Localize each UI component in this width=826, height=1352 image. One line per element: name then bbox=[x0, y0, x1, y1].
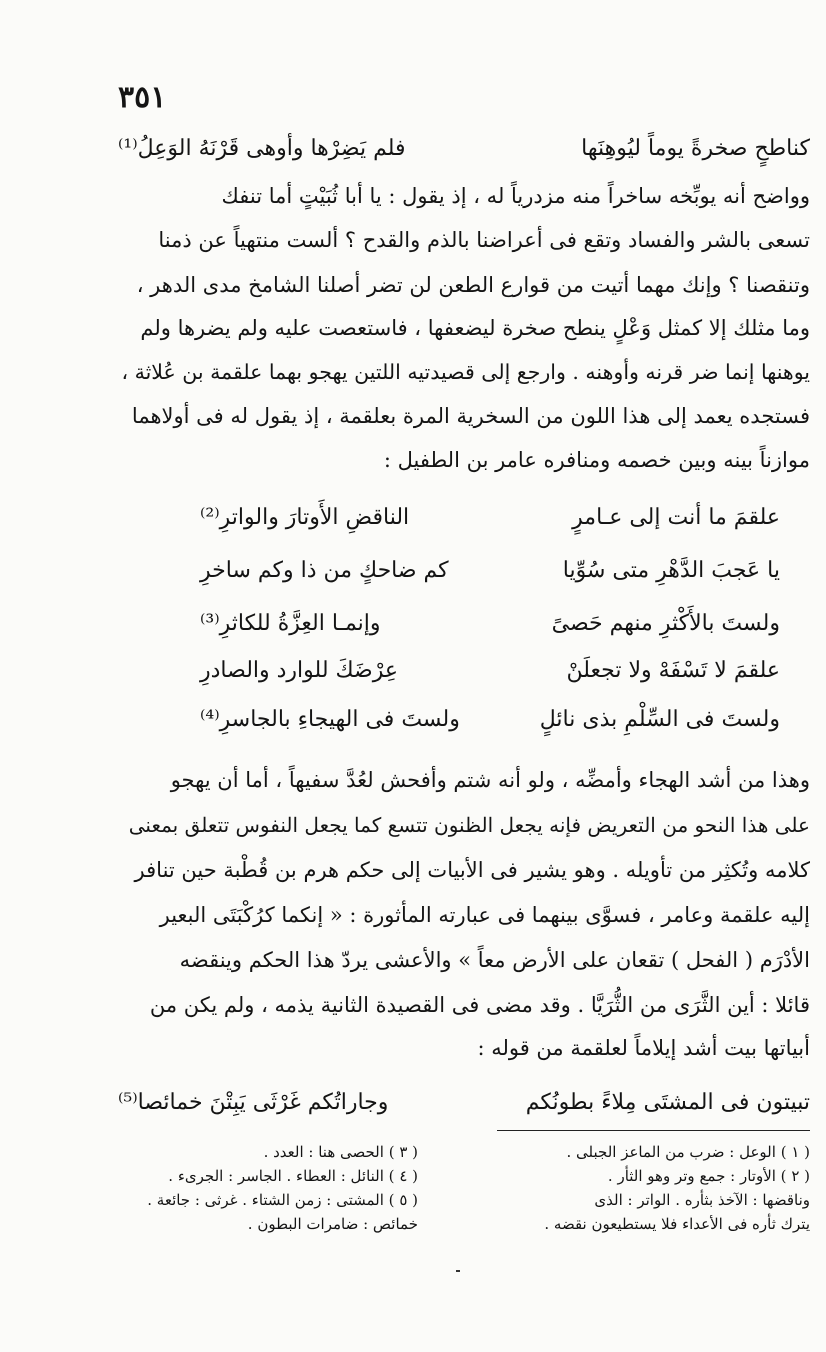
paragraph2-line: وهذا من أشد الهجاء وأمضِّه ، ولو أنه شتم وأفحش لعُدَّ سفيهاً ، أما أن يهجو bbox=[170, 768, 810, 792]
paragraph1-line: وما مثلك إلا كمثل وَعْلٍ ينطح صخرة ليضعفها ، فاستعصت عليه ولم يضرها ولم bbox=[140, 316, 810, 340]
footnote-line: ( ٢ ) الأوتار : جمع وتر وهو الثأر . bbox=[607, 1167, 810, 1185]
footnote-line: ( ٤ ) النائل : العطاء . الجاسر : الجرىء . bbox=[168, 1167, 418, 1185]
poem-second-hemistich: ولستَ فى الهيجاءِ بالجاسرِ⁽⁴⁾ bbox=[200, 707, 460, 732]
opening-verse-first-hemistich: كناطحٍ صخرةً يوماً ليُوهِنَها bbox=[581, 136, 810, 161]
page-number: ٣٥١ bbox=[118, 80, 167, 115]
paragraph1-line: موازناً بينه وبين خصمه ومنافره عامر بن الطفيل : bbox=[383, 448, 810, 472]
poem-first-hemistich: ولستَ فى السِّلْمِ بذى نائلٍ bbox=[539, 707, 780, 732]
poem-second-hemistich: عِرْضَكَ للوارد والصادرِ bbox=[200, 658, 398, 683]
poem-first-hemistich: يا عَجبَ الدَّهْرِ متى سُوِّيا bbox=[562, 558, 780, 583]
closing-verse-second-hemistich: وجاراتُكم غَرْثَى يَبِتْنَ خمائصا⁽⁵⁾ bbox=[118, 1090, 389, 1115]
poem-verse bbox=[200, 658, 780, 698]
paragraph1-line: فستجده يعمد إلى هذا اللون من السخرية المرة بعلقمة ، إذ يقول له فى أولاهما bbox=[131, 404, 810, 428]
poem-verse bbox=[200, 611, 780, 651]
closing-verse-first-hemistich: تبيتون فى المشتَى مِلاءً بطونُكم bbox=[525, 1090, 810, 1115]
poem-verse bbox=[200, 558, 780, 598]
poem-second-hemistich: الناقضِ الأَوتارَ والواترِ⁽²⁾ bbox=[200, 505, 410, 530]
opening-verse-second-hemistich: فلم يَضِرْها وأوهى قَرْنَهُ الوَعِلُ⁽¹⁾ bbox=[118, 136, 406, 161]
poem-second-hemistich: وإنمـا العِزَّةُ للكاثرِ⁽³⁾ bbox=[200, 611, 381, 636]
paragraph1-line: تسعى بالشر والفساد وتقع فى أعراضنا بالذم والقدح ؟ ألست منتهياً عن ذمنا bbox=[158, 228, 810, 252]
paragraph1-line: يوهنها إنما ضر قرنه وأوهنه . وارجع إلى قصيدتيه اللتين يهجو بهما علقمة بن عُلاثة ، bbox=[121, 360, 810, 384]
footnote-line: خمائص : ضامرات البطون . bbox=[247, 1215, 418, 1233]
footnote-line: ( ٥ ) المشتى : زمن الشتاء . غرثى : جائعة . bbox=[147, 1191, 418, 1209]
paragraph2-line: على هذا النحو من التعريض فإنه يجعل الظنون تتسع كما يجعل النفوس تتعلق بمعنى bbox=[128, 813, 810, 837]
closing-verse bbox=[118, 1090, 810, 1130]
footnotes-left-column bbox=[118, 1140, 418, 1236]
footnote-line: يترك ثأره فى الأعداء فلا يستطيعون نقضه . bbox=[544, 1215, 810, 1233]
paragraph2-line: قائلا : أين الثَّرَى من الثُّرَيَّا . وقد مضى فى القصيدة الثانية يذمه ، ولم يكن من bbox=[149, 993, 810, 1017]
print-mark bbox=[456, 1270, 460, 1272]
footnote-line: ( ٣ ) الحصى هنا : العدد . bbox=[263, 1143, 418, 1161]
footnotes-right-column bbox=[500, 1140, 810, 1236]
paragraph1-line: وواضح أنه يوبِّخه ساخراً منه مزدرياً له ، إذ يقول : يا أبا ثُبَيْتٍ أما تنفك bbox=[221, 184, 810, 208]
footnote-divider bbox=[497, 1130, 810, 1131]
paragraph1-line: وتنقصنا ؟ وإنك مهما أتيت من قوارع الطعن لن تضر أصلنا الشامخ مدى الدهر ، bbox=[136, 273, 810, 297]
footnote-line: وناقضها : الآخذ بثأره . الواتر : الذى bbox=[594, 1191, 810, 1209]
opening-verse bbox=[118, 136, 810, 176]
poem-verse bbox=[200, 707, 780, 747]
paragraph2-line: الأدْرَم ( الفحل ) تقعان على الأرض معاً » والأعشى يردّ هذا الحكم وينقضه bbox=[179, 948, 810, 972]
poem-first-hemistich: علقمَ ما أنت إلى عـامرٍ bbox=[572, 505, 780, 530]
footnote-line: ( ١ ) الوعل : ضرب من الماعز الجبلى . bbox=[566, 1143, 810, 1161]
paragraph2-line: كلامه وتُكثِر من تأويله . وهو يشير فى الأبيات إلى حكم هرم بن قُطْبة حين تنافر bbox=[134, 858, 810, 882]
poem-first-hemistich: علقمَ لا تَسْفَهْ ولا تجعلَنْ bbox=[566, 658, 780, 683]
poem-verse bbox=[200, 505, 780, 545]
poem-first-hemistich: ولستَ بالأَكْثرِ منهم حَصىً bbox=[551, 611, 780, 636]
poem-second-hemistich: كم ضاحكٍ من ذا وكم ساخرِ bbox=[200, 558, 449, 583]
paragraph2-line: إليه علقمة وعامر ، فسوَّى بينهما فى عبارته المأثورة : « إنكما كرُكْبَتَى البعير bbox=[159, 903, 810, 927]
paragraph2-line: أبياتها بيت أشد إيلاماً لعلقمة من قوله : bbox=[477, 1036, 810, 1060]
